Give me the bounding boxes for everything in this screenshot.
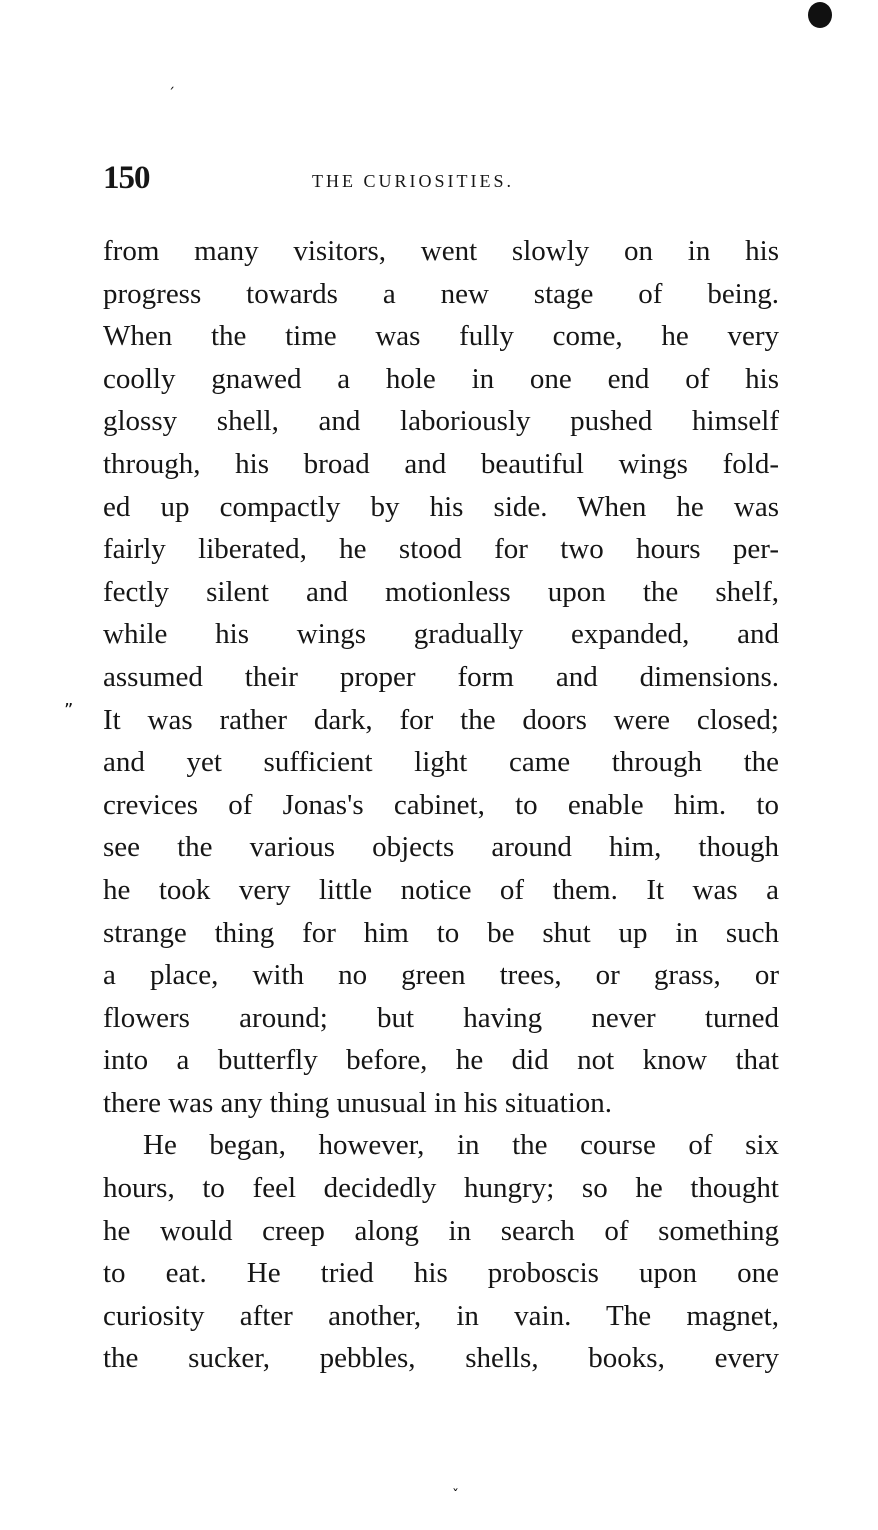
text-line: It was rather dark, for the doors were closed; <box>103 703 779 736</box>
text-line: through, his broad and beautiful wings fold- <box>103 447 779 480</box>
text-line: crevices of Jonas's cabinet, to enable him. to <box>103 788 779 821</box>
text-line: and yet sufficient light came through the <box>103 746 779 779</box>
stray-quote-mark: ” <box>64 700 74 721</box>
stray-bottom-mark: ˇ <box>452 1488 459 1504</box>
ink-blot-mark <box>808 2 832 28</box>
text-line: a place, with no green trees, or grass, or <box>103 959 779 992</box>
page-header <box>103 160 793 200</box>
text-line: to eat. He tried his proboscis upon one <box>103 1257 779 1290</box>
text-line: coolly gnawed a hole in one end of his <box>103 362 779 395</box>
text-line: glossy shell, and laboriously pushed himself <box>103 405 779 438</box>
text-line: ed up compactly by his side. When he was <box>103 490 779 523</box>
text-line: while his wings gradually expanded, and <box>103 618 779 651</box>
text-line: When the time was fully come, he very <box>103 320 779 353</box>
paragraph-end-line: there was any thing unusual in his situation. <box>103 1086 613 1119</box>
body-text <box>103 230 779 1380</box>
text-line: flowers around; but having never turned <box>103 1001 779 1034</box>
text-line: hours, to feel decidedly hungry; so he thought <box>103 1172 779 1205</box>
running-title: THE CURIOSITIES. <box>312 171 514 191</box>
text-line: the sucker, pebbles, shells, books, every <box>103 1342 779 1375</box>
text-line: he took very little notice of them. It was a <box>103 873 779 906</box>
text-line: strange thing for him to be shut up in such <box>103 916 779 949</box>
text-line: fairly liberated, he stood for two hours per- <box>103 533 779 566</box>
text-line: see the various objects around him, though <box>103 831 779 864</box>
text-line: from many visitors, went slowly on in his <box>103 235 779 267</box>
stray-tick-mark: ˏ <box>168 74 175 90</box>
paragraph-start-line: He began, however, in the course of six <box>143 1129 779 1162</box>
text-line: fectly silent and motionless upon the shelf, <box>103 575 779 608</box>
text-line: curiosity after another, in vain. The magnet, <box>103 1299 779 1332</box>
page-number: 150 <box>103 160 150 196</box>
text-line: he would creep along in search of something <box>103 1214 779 1247</box>
text-line: progress towards a new stage of being. <box>103 277 779 310</box>
text-line: into a butterfly before, he did not know that <box>103 1044 779 1077</box>
text-line: assumed their proper form and dimensions. <box>103 660 779 693</box>
